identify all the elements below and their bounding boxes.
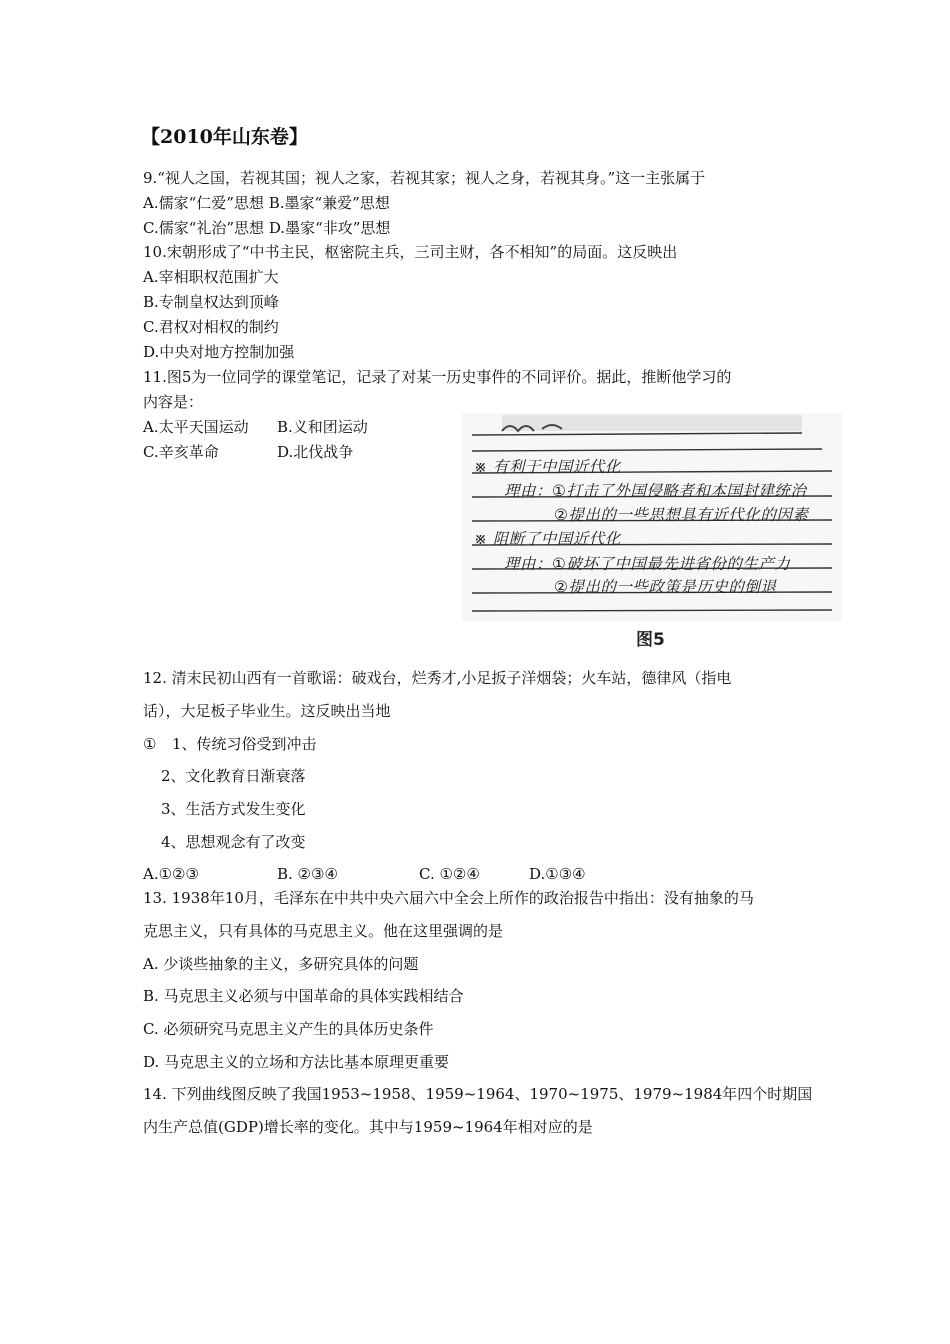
q12-option-c: C. ①②④ bbox=[419, 865, 480, 883]
q10-option-b: B.专制皇权达到顶峰 bbox=[143, 293, 279, 311]
q9-options-row2: C.儒家“礼治”思想 D.墨家“非攻”思想 bbox=[143, 219, 391, 237]
q13-stem-line2: 克思主义，只有具体的马克思主义。他在这里强调的是 bbox=[143, 922, 504, 940]
q12-item-2: 2、文化教育日渐衰落 bbox=[161, 767, 306, 785]
q10-stem: 10.宋朝形成了“中书主民，枢密院主兵，三司主财，各不相知”的局面。这反映出 bbox=[143, 243, 678, 261]
q12-item-3: 3、生活方式发生变化 bbox=[161, 800, 306, 818]
q11-option-d: D.北伐战争 bbox=[277, 443, 354, 461]
q12-stem-line2: 话），大足板子毕业生。这反映出当地 bbox=[143, 702, 391, 720]
q11-option-c: C.辛亥革命 bbox=[143, 443, 219, 461]
q13-option-b: B. 马克思主义必须与中国革命的具体实践相结合 bbox=[143, 987, 464, 1005]
notes-line-1: ※ 有利于中国近代化 bbox=[474, 458, 621, 476]
q12-option-d: D.①③④ bbox=[529, 865, 586, 883]
q9-stem: 9.“视人之国，若视其国；视人之家，若视其家；视人之身，若视其身。”这一主张属于 bbox=[143, 169, 706, 187]
q11-option-a: A.太平天国运动 bbox=[143, 418, 249, 436]
q10-option-c: C.君权对相权的制约 bbox=[143, 318, 279, 336]
q10-option-a: A.宰相职权范围扩大 bbox=[143, 268, 279, 286]
notes-line-6: ②提出的一些政策是历史的倒退 bbox=[554, 578, 777, 596]
q13-option-d: D. 马克思主义的立场和方法比基本原理更重要 bbox=[143, 1053, 450, 1071]
q12-option-a: A.①②③ bbox=[143, 865, 199, 883]
q13-stem-line1: 13. 1938年10月，毛泽东在中共中央六届六中全会上所作的政治报告中指出：没有抽象的马 bbox=[143, 889, 754, 907]
notes-line-5: 理由：①破坏了中国最先进省份的生产力 bbox=[504, 555, 791, 573]
figure-caption: 图5 bbox=[636, 630, 665, 650]
q12-stem-line1: 12. 清末民初山西有一首歌谣：破戏台，烂秀才,小足扳子洋烟袋；火车站，德律风（指电 bbox=[143, 669, 732, 687]
figure-5-notes-image bbox=[462, 413, 842, 621]
q10-option-d: D.中央对地方控制加强 bbox=[143, 343, 295, 361]
q12-option-b: B. ②③④ bbox=[277, 865, 338, 883]
q11-stem-line1: 11.图5为一位同学的课堂笔记，记录了对某一历史事件的不同评价。据此，推断他学习的 bbox=[143, 368, 732, 386]
q9-options-row1: A.儒家“仁爱”思想 B.墨家“兼爱”思想 bbox=[143, 194, 390, 212]
q12-item-1: 1、传统习俗受到冲击 bbox=[172, 735, 317, 753]
q11-option-b: B.义和团运动 bbox=[277, 418, 368, 436]
q12-item-4: 4、思想观念有了改变 bbox=[161, 833, 306, 851]
q14-stem-line1: 14. 下列曲线图反映了我国1953~1958、1959~1964、1970~1975、1979~1984年四个时期国 bbox=[143, 1085, 813, 1103]
q13-option-c: C. 必须研究马克思主义产生的具体历史条件 bbox=[143, 1020, 434, 1038]
q12-circle-mark: ① bbox=[143, 735, 157, 753]
notes-line-2: 理由：①打击了外国侵略者和本国封建统治 bbox=[504, 482, 807, 500]
notes-line-3: ②提出的一些思想具有近代化的因素 bbox=[554, 506, 809, 524]
q13-option-a: A. 少谈些抽象的主义，多研究具体的问题 bbox=[143, 955, 419, 973]
exam-title: 【2010年山东卷】 bbox=[141, 126, 308, 148]
notes-line-4: ※ 阻断了中国近代化 bbox=[474, 530, 621, 548]
q11-stem-line2: 内容是： bbox=[143, 393, 204, 411]
q14-stem-line2: 内生产总值(GDP)增长率的变化。其中与1959~1964年相对应的是 bbox=[143, 1118, 593, 1136]
